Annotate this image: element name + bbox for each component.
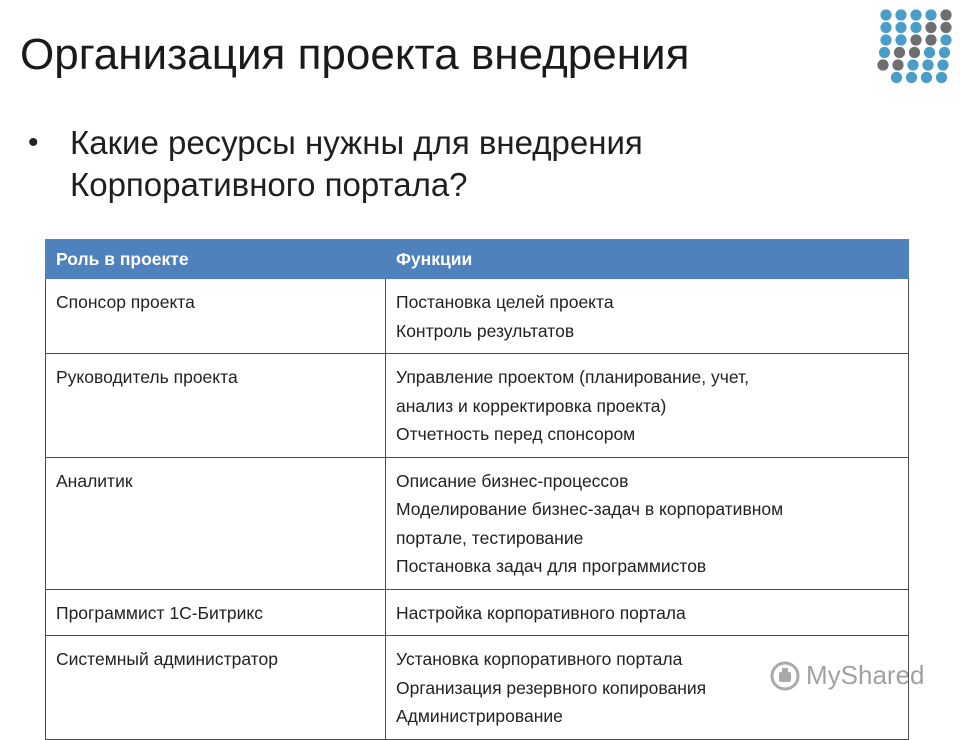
function-line: Администрирование	[396, 706, 563, 726]
functions-cell	[386, 457, 909, 589]
function-line: Настройка корпоративного портала	[396, 602, 686, 623]
table-row	[46, 354, 909, 458]
bullet-text	[70, 122, 643, 206]
header-functions: Функции	[386, 240, 909, 279]
logo-dot	[880, 9, 891, 20]
bullet-line: Корпоративного портала?	[70, 166, 468, 203]
function-line: Постановка задач для программистов	[396, 556, 707, 576]
logo-dot	[925, 22, 936, 33]
watermark	[770, 660, 925, 691]
bullet-item	[28, 122, 788, 206]
logo-dot	[910, 9, 921, 20]
logo-dot	[924, 47, 935, 58]
function-line: Организация резервного копирования	[396, 677, 707, 698]
watermark-text: MyShared	[806, 660, 925, 690]
logo-dot	[940, 22, 951, 33]
logo-dot	[939, 47, 950, 58]
function-line: Описание бизнес-процессов	[396, 470, 629, 491]
dot-grid-logo-icon	[876, 8, 956, 86]
header-role: Роль в проекте	[46, 240, 386, 279]
logo-dot	[937, 59, 948, 70]
logo-dot	[895, 9, 906, 20]
logo-dot	[891, 72, 902, 83]
logo-dot	[940, 34, 951, 45]
role-cell: Руководитель проекта	[46, 354, 386, 458]
myshared-logo-icon	[770, 661, 800, 691]
logo-dot	[892, 59, 903, 70]
logo-dot	[877, 59, 888, 70]
functions-cell	[386, 279, 909, 354]
logo-dot	[936, 72, 947, 83]
table-row	[46, 589, 909, 636]
bullet-icon: •	[28, 126, 39, 159]
function-line: Управление проектом (планирование, учет,	[396, 367, 749, 387]
logo-dot	[922, 59, 933, 70]
role-cell: Аналитик	[46, 457, 386, 589]
logo-dot	[910, 34, 921, 45]
logo-dot	[925, 34, 936, 45]
logo-dot	[910, 22, 921, 33]
logo-dot	[940, 9, 951, 20]
function-line: Установка корпоративного портала	[396, 649, 683, 669]
functions-cell	[386, 354, 909, 458]
logo-dot	[880, 34, 891, 45]
logo-dot	[880, 22, 891, 33]
slide-title: Организация проекта внедрения	[20, 30, 690, 79]
logo-dot	[895, 34, 906, 45]
logo-dot	[907, 59, 918, 70]
function-line: Контроль результатов	[396, 320, 575, 341]
logo-dot	[925, 9, 936, 20]
table-header-row	[46, 240, 909, 279]
function-line: Отчетность перед спонсором	[396, 424, 636, 444]
table-row	[46, 279, 909, 354]
table-row	[46, 457, 909, 589]
function-line: Моделирование бизнес-задач в корпоративном	[396, 499, 784, 519]
function-line: портале, тестирование	[396, 527, 584, 548]
logo-dot	[906, 72, 917, 83]
role-cell: Спонсор проекта	[46, 279, 386, 354]
function-line: Постановка целей проекта	[396, 292, 614, 312]
function-line: анализ и корректировка проекта)	[396, 395, 667, 416]
bullet-line: Какие ресурсы нужны для внедрения	[70, 124, 643, 161]
logo-dot	[921, 72, 932, 83]
logo-dot	[894, 47, 905, 58]
logo-dot	[879, 47, 890, 58]
functions-cell	[386, 589, 909, 636]
logo-dot	[895, 22, 906, 33]
role-cell: Системный администратор	[46, 636, 386, 740]
role-cell: Программист 1С-Битрикс	[46, 589, 386, 636]
logo-dot	[909, 47, 920, 58]
